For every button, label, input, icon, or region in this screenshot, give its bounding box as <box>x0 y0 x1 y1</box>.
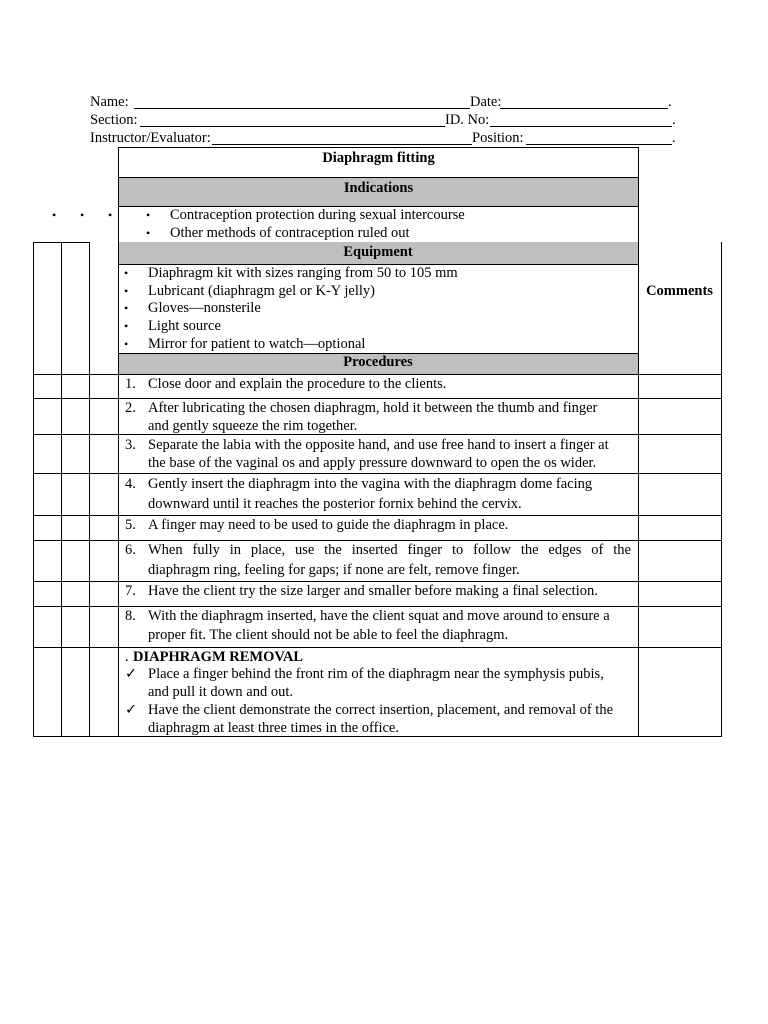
step-word: of <box>591 542 604 558</box>
step-number: 6. <box>125 542 136 558</box>
position-field-line[interactable] <box>526 144 672 145</box>
step-word: in <box>229 542 242 558</box>
check-icon: ✓ <box>125 702 138 718</box>
instructor-label: Instructor/Evaluator: <box>90 130 211 146</box>
step-text: diaphragm ring, feeling for gaps; if none are felt, remove finger. <box>148 562 520 578</box>
idno-end-dot: . <box>672 112 676 128</box>
indication-item: Contraception protection during sexual intercourse <box>170 207 465 223</box>
step-word: the <box>520 542 539 558</box>
removal-text: Place a finger behind the front rim of the diaphragm near the symphysis pubis, <box>148 666 604 682</box>
step-word: When <box>148 542 183 558</box>
bullet-icon: • <box>124 337 129 351</box>
name-label: Name: <box>90 94 129 110</box>
step-word: the <box>324 542 342 558</box>
removal-prefix: . <box>125 649 129 665</box>
removal-text: diaphragm at least three times in the office. <box>148 720 399 736</box>
removal-text: Have the client demonstrate the correct insertion, placement, and removal of the <box>148 702 614 718</box>
step-number: 8. <box>125 608 136 624</box>
indications-heading <box>118 177 639 207</box>
equipment-item: Mirror for patient to watch—optional <box>148 336 366 352</box>
date-end-dot: . <box>668 94 672 110</box>
section-field-line[interactable] <box>140 126 445 127</box>
step-text: With the diaphragm inserted, have the client squat and move around to ensure a <box>148 608 610 624</box>
check-icon: ✓ <box>125 666 138 682</box>
comments-heading: Comments <box>646 283 713 299</box>
instructor-field-line[interactable] <box>212 144 472 145</box>
bullet-icon: • <box>146 226 151 240</box>
bullet-icon: • <box>124 301 129 315</box>
step-text: After lubricating the chosen diaphragm, hold it between the thumb and finger <box>148 400 598 416</box>
procedures-heading: Procedures <box>343 354 413 370</box>
position-end-dot: . <box>672 130 676 146</box>
step-text: the base of the vaginal os and apply pressure downward to open the os wider. <box>148 455 597 471</box>
stray-bullet: • <box>52 208 57 222</box>
step-word: fully <box>192 542 220 558</box>
indication-item: Other methods of contraception ruled out <box>170 225 410 241</box>
step-text: A finger may need to be used to guide the diaphragm in place. <box>148 517 509 533</box>
step-word: the <box>613 542 631 558</box>
step-word: to <box>451 542 464 558</box>
removal-heading: DIAPHRAGM REMOVAL <box>133 649 304 665</box>
bullet-icon: • <box>124 284 129 298</box>
equipment-item: Lubricant (diaphragm gel or K-Y jelly) <box>148 283 375 299</box>
stray-bullet: • <box>80 208 85 222</box>
step-number: 3. <box>125 437 136 453</box>
step-word: place, <box>250 542 286 558</box>
equipment-heading: Equipment <box>343 244 413 260</box>
step-word: finger <box>407 542 443 558</box>
form-title-text: Diaphragm fitting <box>322 150 435 166</box>
step-word: edges <box>548 542 582 558</box>
stray-bullet: • <box>108 208 113 222</box>
step-line: Gently insert the diaphragm into the vagina with the diaphragm dome facing <box>148 476 593 492</box>
date-label: Date: <box>470 94 502 110</box>
step-text: Have the client try the size larger and smaller before making a final selection. <box>148 583 598 599</box>
idno-label: ID. No: <box>445 112 490 128</box>
step-text: and gently squeeze the rim together. <box>148 418 358 434</box>
step-word: follow <box>473 542 511 558</box>
step-number: 4. <box>125 476 136 492</box>
form-title <box>118 147 639 178</box>
idno-field-line[interactable] <box>490 126 672 127</box>
name-field-line[interactable] <box>134 108 470 109</box>
equipment-item: Light source <box>148 318 221 334</box>
step-number: 1. <box>125 376 136 392</box>
step-number: 5. <box>125 517 136 533</box>
removal-text: and pull it down and out. <box>148 684 293 700</box>
step-text: proper fit. The client should not be able to feel the diaphragm. <box>148 627 509 643</box>
step-text <box>148 475 631 493</box>
step-number: 7. <box>125 583 136 599</box>
position-label: Position: <box>472 130 524 146</box>
step-text: downward until it reaches the posterior fornix behind the cervix. <box>148 496 522 512</box>
step-word: use <box>294 542 315 558</box>
bullet-icon: • <box>124 266 129 280</box>
step-text: Separate the labia with the opposite hand, and use free hand to insert a finger at <box>148 437 609 453</box>
step-number: 2. <box>125 400 136 416</box>
step-word: inserted <box>351 542 398 558</box>
indications-heading-text: Indications <box>343 180 414 196</box>
section-label: Section: <box>90 112 138 128</box>
step-text <box>148 541 631 559</box>
bullet-icon: • <box>146 208 151 222</box>
equipment-item: Diaphragm kit with sizes ranging from 50 to 105 mm <box>148 265 458 281</box>
step-text: Close door and explain the procedure to the clients. <box>148 376 447 392</box>
date-field-line[interactable] <box>500 108 668 109</box>
equipment-item: Gloves—nonsterile <box>148 300 261 316</box>
bullet-icon: • <box>124 319 129 333</box>
